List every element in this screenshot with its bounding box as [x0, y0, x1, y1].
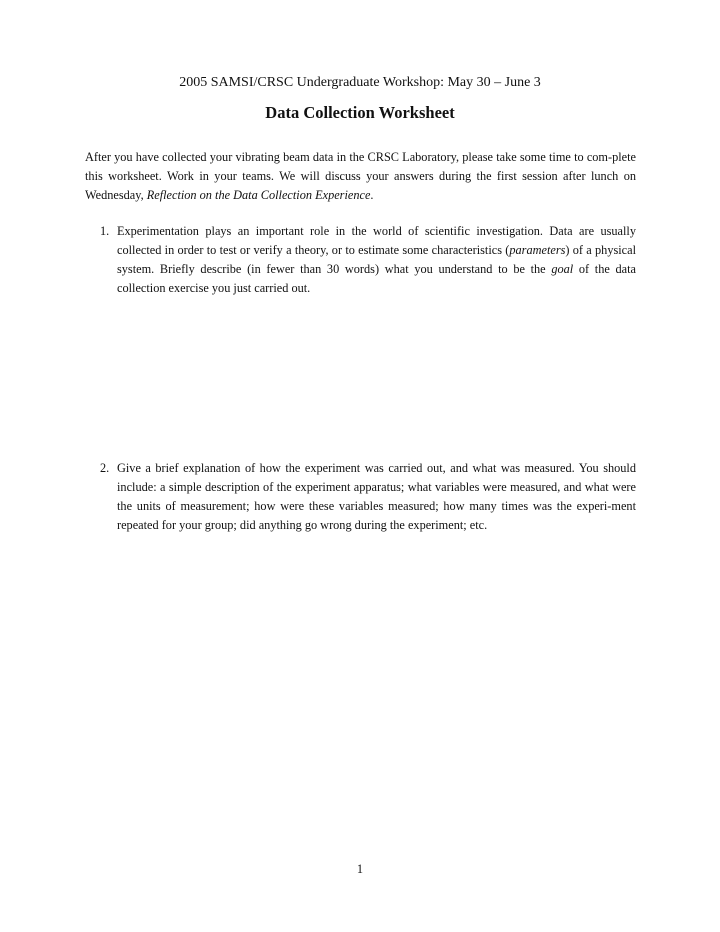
- intro-period: .: [370, 188, 374, 202]
- question-text: Give a brief explanation of how the experiment was carried out, and what was measured. You should include: a simple description of the experiment apparatus; what variables were measured, and what were the units of measurement; how were these variables measured; how many times was the experi-ment repeated for your group; did anything go wrong during the experiment; etc.: [117, 461, 636, 532]
- question-text: [117, 222, 636, 298]
- workshop-header: 2005 SAMSI/CRSC Undergraduate Workshop: May 30 – June 3: [179, 75, 541, 90]
- question-1-part3: of the data collection exercise you just carried out.: [117, 262, 636, 295]
- question-1-emphasis-parameters: parameters: [509, 243, 566, 257]
- question-2: [85, 459, 636, 535]
- intro-text: After you have collected your vibrating beam data in the CRSC Laboratory, please take some time to com-plete this worksheet. Work in your teams. We will discuss your answers during the first session after lunch on Wednesday,: [85, 150, 636, 202]
- intro-emphasis: Reflection on the Data Collection Experience: [146, 188, 371, 202]
- intro-paragraph: [85, 148, 636, 205]
- page-title: Data Collection Worksheet: [265, 103, 455, 122]
- page-number: 1: [356, 862, 364, 876]
- question-number: 2.: [100, 461, 110, 475]
- question-1: [85, 222, 636, 298]
- question-1-part2: ) of a physical system. Briefly describe (in fewer than 30 words) what you understand to be the: [117, 243, 637, 276]
- question-1-part1: Experimentation plays an important role in the world of scientific investigation. Data are usually collected in order to test or verify a theory, or to estimate some characteristics (: [117, 224, 636, 257]
- question-1-emphasis-goal: goal: [551, 262, 574, 276]
- question-number: 1.: [100, 224, 110, 238]
